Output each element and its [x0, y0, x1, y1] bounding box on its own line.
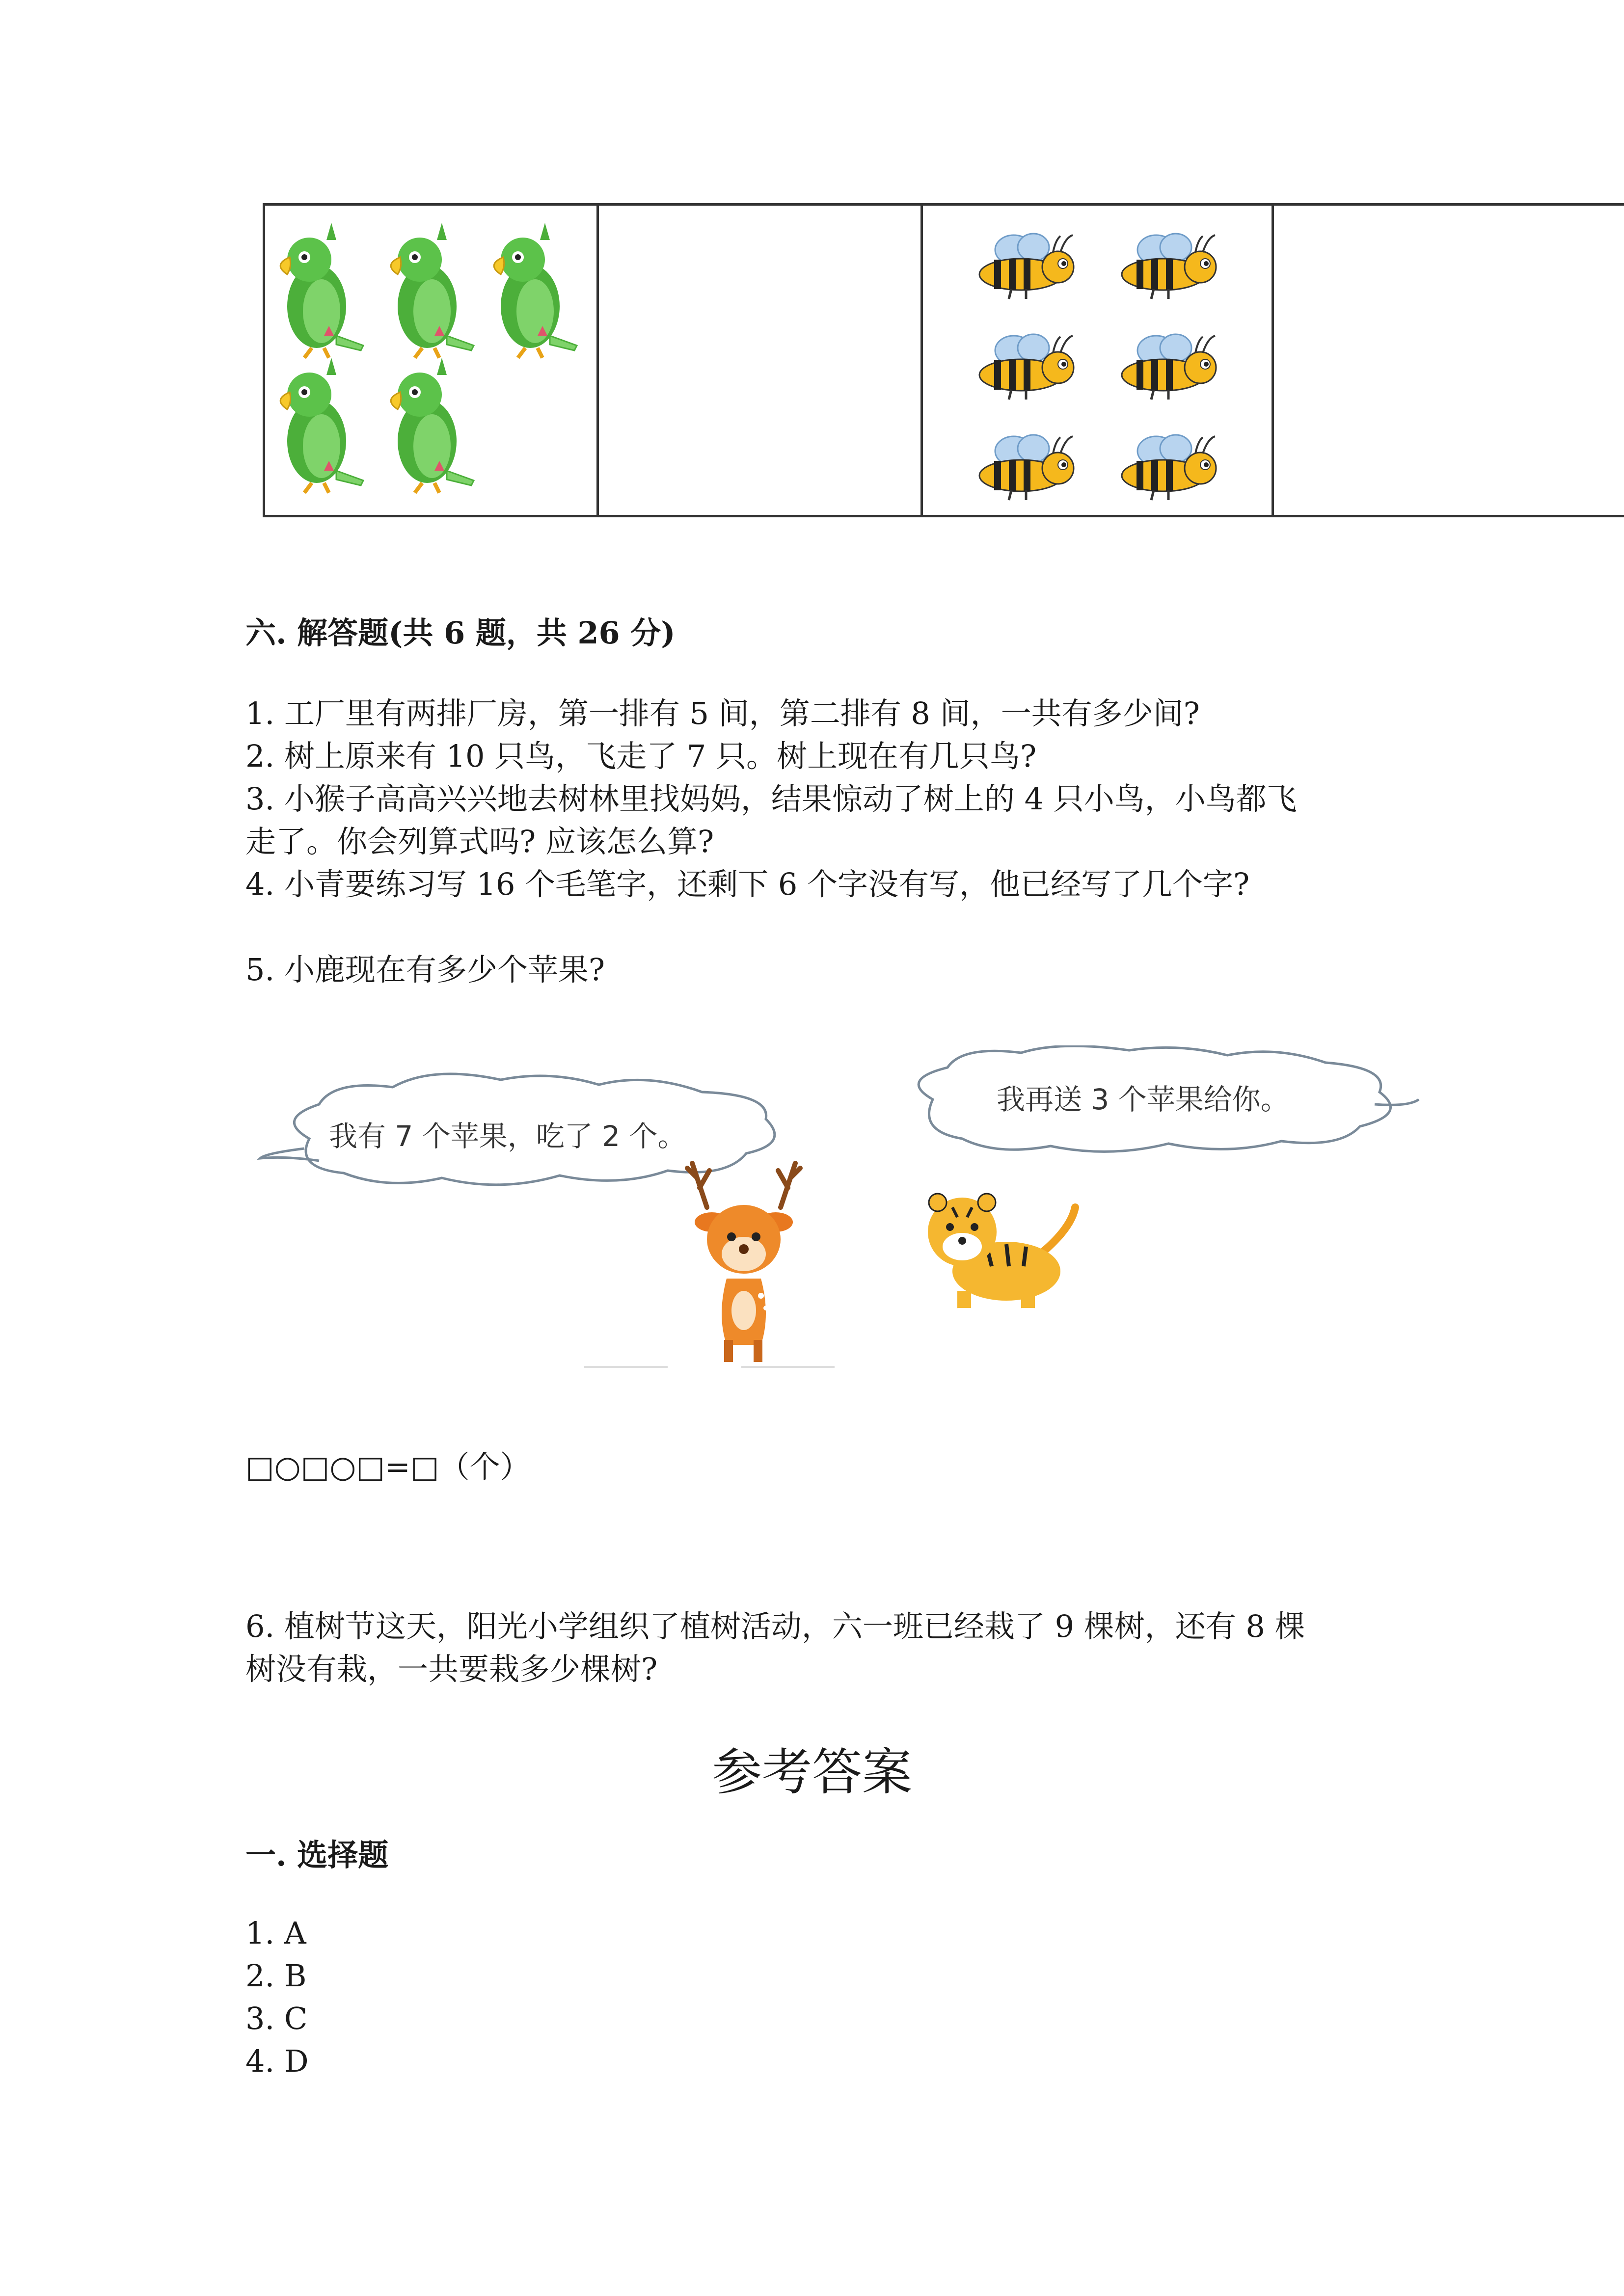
question-6-line-2: 树没有栽，一共要栽多少棵树?: [245, 1651, 658, 1687]
answer-2: 2. B: [245, 1958, 307, 1994]
answer-1: 1. A: [245, 1915, 306, 1951]
deer-image: [687, 1163, 800, 1362]
picture-table: [263, 203, 1624, 517]
parrots-cell: [264, 205, 598, 516]
question-2: 2. 树上原来有 10 只鸟，飞走了 7 只。树上现在有几只鸟?: [245, 738, 1037, 774]
parrots-image: [265, 206, 596, 515]
speech-bubble-right: [919, 1046, 1419, 1151]
question-4: 4. 小青要练习写 16 个毛笔字，还剩下 6 个字没有写，他已经写了几个字?: [245, 866, 1250, 902]
question-3-line-1: 3. 小猴子高高兴兴地去树林里找妈妈，结果惊动了树上的 4 只小鸟，小鸟都飞: [245, 781, 1297, 817]
empty-cell-2: [1273, 205, 1624, 516]
bees-image: [923, 206, 1272, 515]
question-6-line-1: 6. 植树节这天，阳光小学组织了植树活动，六一班已经栽了 9 棵树，还有 8 棵: [245, 1608, 1305, 1644]
speech-bubble-left: [260, 1074, 775, 1185]
bees-cell: [922, 205, 1273, 516]
answer-4: 4. D: [245, 2043, 309, 2079]
answers-section-1-title: 一. 选择题: [245, 1837, 389, 1873]
empty-cell-1: [598, 205, 922, 516]
answer-key-title: 参考答案: [712, 1743, 912, 1802]
bubble-right-text: 我再送 3 个苹果给你。: [997, 1083, 1289, 1116]
tiger-image: [928, 1194, 1075, 1314]
section-6-title: 六. 解答题(共 6 题，共 26 分): [245, 615, 676, 651]
question-3-line-2: 走了。你会列算式吗? 应该怎么算?: [245, 824, 714, 859]
answer-3: 3. C: [245, 2001, 308, 2036]
answer-formula: □○□○□=□（个）: [245, 1449, 531, 1485]
question-5: 5. 小鹿现在有多少个苹果?: [245, 952, 605, 988]
question-1: 1. 工厂里有两排厂房，第一排有 5 间，第二排有 8 间，一共有多少间?: [245, 695, 1200, 731]
bubble-left-text: 我有 7 个苹果，吃了 2 个。: [329, 1120, 686, 1153]
deer-tiger-illustration: [245, 1045, 1424, 1389]
